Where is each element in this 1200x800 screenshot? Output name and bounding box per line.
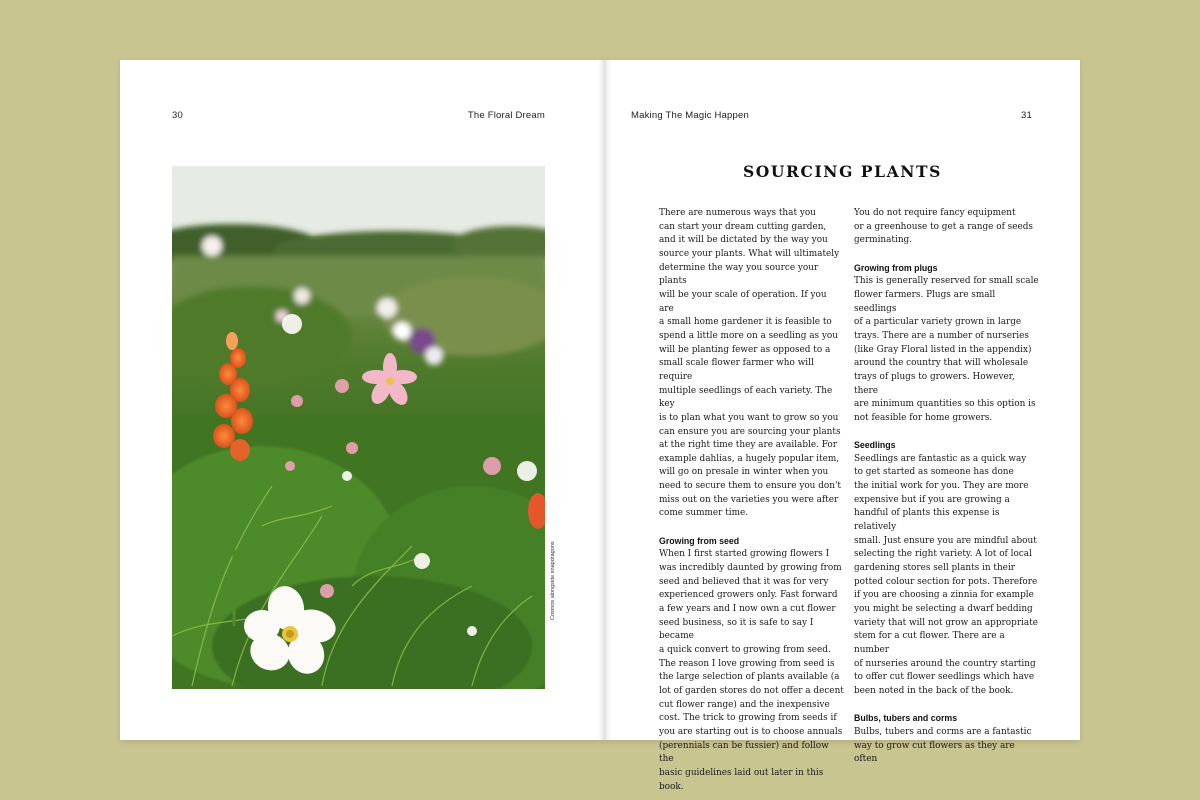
seed-paragraph: When I first started growing flowers I was incredibly daunted by growing from seed and believed that it was for very experienced growers only. Fast forward a few years and I now own a cut flower seed business, so it is safe to say I became a quick convert to growing from seed. The reason I love growing from seed is the large selection of plants available (a lot of garden stores do not offer a decent cut flower range) and the inexpensive cost. The trick to growing from seeds if you are starting out is to choose annuals (perennials can be fussier) and follow the basic guidelines laid out later in this book. xyxy=(659,549,844,792)
chapter-title: SOURCING PLANTS xyxy=(743,162,942,181)
heading-bulbs-tubers-corms: Bulbs, tubers and corms xyxy=(854,713,958,724)
left-page xyxy=(120,60,605,740)
left-running-head: The Floral Dream xyxy=(467,110,545,121)
right-page-number: 31 xyxy=(1021,110,1032,121)
text-column-2 xyxy=(854,207,1039,767)
heading-seedlings: Seedlings xyxy=(854,440,896,451)
text-column-1 xyxy=(659,207,844,794)
photo-caption: Cosmos alongside snapdragons xyxy=(550,541,556,620)
seedlings-paragraph: Seedlings are fantastic as a quick way to get started as someone has done the initial work for you. They are more expensive but if you are growing a handful of plants this expense is relatively small. Just ensure you are mindful about selecting the right variety. A lot of local gardening stores sell plants in their potted colour section for pots. Therefore if you are choosing a zinnia for example you might be selecting a dwarf bedding variety that will not grow an appropriate stem for a cut flower. There are a number of nurseries around the country starting to offer cut flower seedlings which have been noted in the back of the book. xyxy=(854,453,1039,696)
intro-paragraph: There are numerous ways that you can start your dream cutting garden, and it will be dictated by the way you source your plants. What will ultimately determine the way you source your plants will be your scale of operation. If you are a small home gardener it is feasible to spend a little more on a seedling as you will be planting fewer as opposed to a small scale flower farmer who will require multiple seedlings of each variety. The key is to plan what you want to grow so you can ensure you are sourcing your plants at the right time they are available. For example dahlias, a hugely popular item, will go on presale in winter when you need to secure them to ensure you don't miss out on the varieties you were after come summer time. xyxy=(659,208,841,519)
flower-photo-illustration xyxy=(172,166,545,689)
right-page xyxy=(605,60,1080,792)
left-page-number: 30 xyxy=(172,110,183,121)
plugs-paragraph: This is generally reserved for small scale flower farmers. Plugs are small seedlings of a particular variety grown in large trays. There are a number of nurseries (like Gray Floral listed in the appendix) around the country that will wholesale trays of plugs to growers. However, there are minimum quantities so this option is not feasible for home growers. xyxy=(854,276,1039,423)
seed-continued-paragraph: You do not require fancy equipment or a greenhouse to get a range of seeds germinating. xyxy=(854,208,1033,246)
book-spread xyxy=(120,60,1080,792)
bulbs-paragraph: Bulbs, tubers and corms are a fantastic way to grow cut flowers as they are often xyxy=(854,726,1032,765)
right-running-head: Making The Magic Happen xyxy=(631,110,749,121)
heading-growing-from-seed: Growing from seed xyxy=(659,535,740,546)
heading-growing-from-plugs: Growing from plugs xyxy=(854,262,938,273)
flower-garden-photo xyxy=(172,166,545,689)
